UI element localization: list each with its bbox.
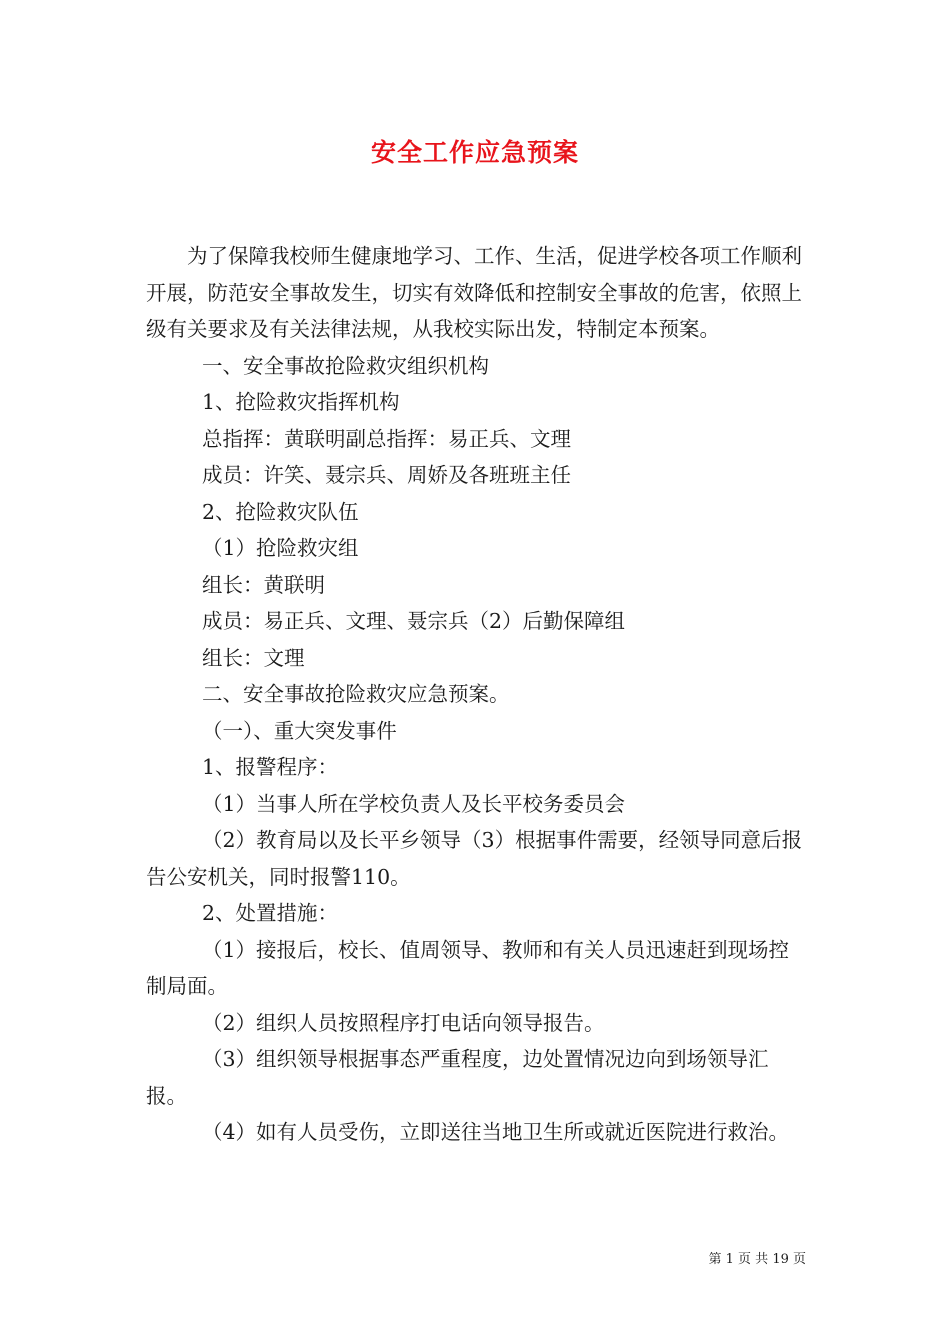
paragraph: 1、报警程序：: [202, 755, 339, 779]
paragraph: 成员：易正兵、文理、聂宗兵（2）后勤保障组: [202, 609, 626, 633]
paragraph: （2）组织人员按照程序打电话向领导报告。: [202, 1010, 605, 1035]
paragraph: 2、抢险救灾队伍: [202, 499, 359, 524]
paragraph: 为了保障我校师生健康地学习、工作、生活，促进学校各项工作顺利开展，防范安全事故发生，切实有效降低和控制安全事故的危害，依照上级有关要求及有关法律法规，从我校实际出发，特制定本预案。: [146, 244, 802, 341]
paragraph: 成员：许笑、聂宗兵、周娇及各班班主任: [202, 463, 571, 487]
paragraph: （1）抢险救灾组: [202, 536, 359, 560]
paragraph: 一、安全事故抢险救灾组织机构: [202, 353, 489, 378]
paragraph: 2、处置措施：: [202, 901, 339, 925]
document-body: [146, 238, 806, 1151]
paragraph: （1）接报后，校长、值周领导、教师和有关人员迅速赶到现场控制局面。: [146, 937, 790, 998]
paragraph: 组长：黄联明: [202, 572, 325, 597]
paragraph: 1、抢险救灾指挥机构: [202, 390, 400, 414]
paragraph: 二、安全事故抢险救灾应急预案。: [202, 682, 510, 706]
paragraph: 组长：文理: [202, 645, 305, 670]
paragraph: 总指挥：黄联明副总指挥：易正兵、文理: [202, 426, 571, 451]
paragraph: （4）如有人员受伤，立即送往当地卫生所或就近医院进行救治。: [202, 1120, 790, 1144]
page-number: 第 1 页 共 19 页: [708, 1252, 806, 1267]
document-title: 安全工作应急预案: [370, 138, 579, 167]
paragraph: （2）教育局以及长平乡领导（3）根据事件需要，经领导同意后报告公安机关，同时报警110。: [146, 828, 803, 889]
paragraph: （1）当事人所在学校负责人及长平校务委员会: [202, 791, 626, 816]
paragraph: （一）、重大突发事件: [202, 718, 397, 743]
paragraph: （3）组织领导根据事态严重程度，边处置情况边向到场领导汇报。: [146, 1047, 769, 1108]
